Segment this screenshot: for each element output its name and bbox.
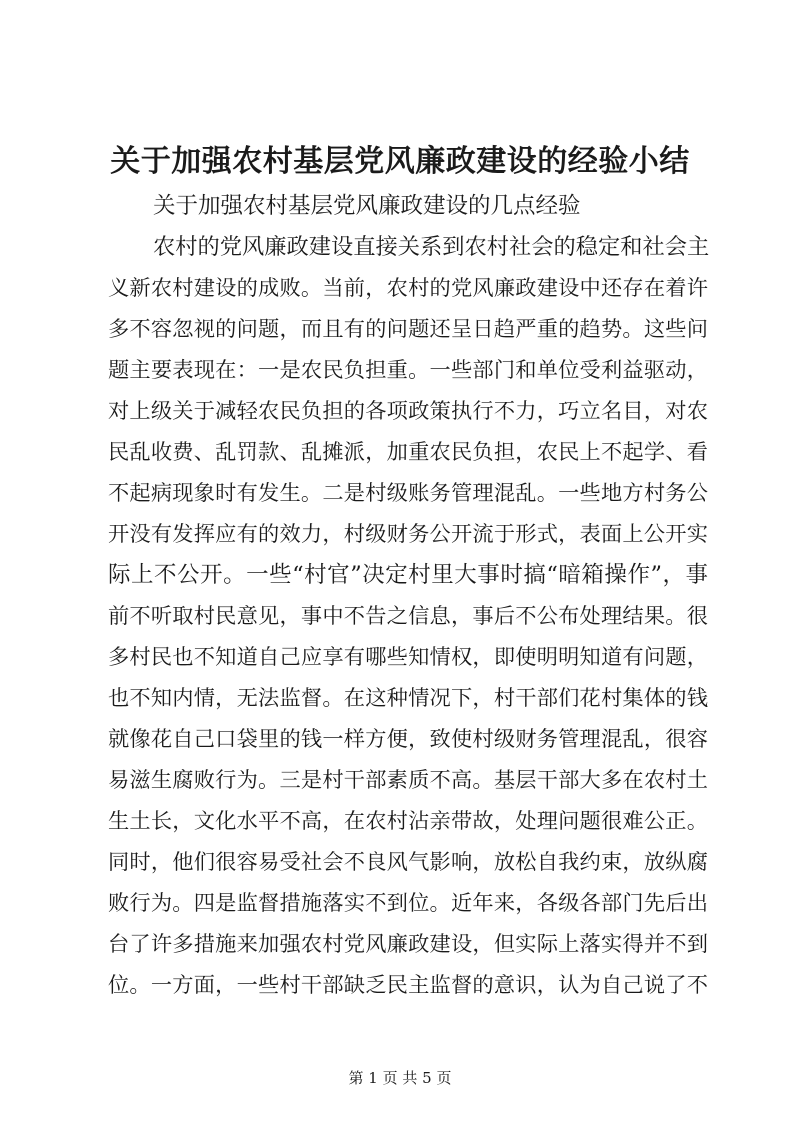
paragraph-line: 题主要表现在：一是农民负担重。一些部门和单位受利益驱动， (108, 358, 708, 383)
paragraph-line: 对上级关于减轻农民负担的各项政策执行不力，巧立名目，对农 (108, 399, 708, 424)
paragraph-line: 多不容忽视的问题，而且有的问题还呈日趋严重的趋势。这些问 (108, 317, 708, 342)
paragraph-line: 也不知内情，无法监督。在这种情况下，村干部们花村集体的钱 (108, 686, 708, 711)
paragraph-line: 位。一方面，一些村干部缺乏民主监督的意识，认为自己说了不 (108, 973, 708, 998)
paragraph-line: 农村的党风廉政建设直接关系到农村社会的稳定和社会主 (153, 234, 710, 260)
page-footer: 第 1 页 共 5 页 (348, 1069, 452, 1087)
paragraph-line: 易滋生腐败行为。三是村干部素质不高。基层干部大多在农村土 (108, 768, 708, 793)
document-title: 关于加强农村基层党风廉政建设的经验小结 (110, 144, 690, 179)
paragraph-line: 义新农村建设的成败。当前，农村的党风廉政建设中还存在着许 (108, 276, 708, 301)
subtitle-line: 关于加强农村基层党风廉政建设的几点经验 (153, 193, 581, 219)
paragraph-line: 际上不公开。一些“村官”决定村里大事时搞“暗箱操作”，事 (108, 562, 708, 588)
paragraph-line: 多村民也不知道自己应享有哪些知情权，即使明明知道有问题， (108, 645, 708, 670)
paragraph-line: 不起病现象时有发生。二是村级账务管理混乱。一些地方村务公 (108, 481, 708, 506)
document-body (108, 186, 708, 1006)
paragraph-line: 就像花自己口袋里的钱一样方便，致使村级财务管理混乱，很容 (108, 727, 708, 752)
paragraph-line: 同时，他们很容易受社会不良风气影响，放松自我约束，放纵腐 (108, 850, 708, 875)
paragraph-line: 前不听取村民意见，事中不告之信息，事后不公布处理结果。很 (108, 604, 708, 629)
paragraph-line: 台了许多措施来加强农村党风廉政建设，但实际上落实得并不到 (108, 932, 708, 957)
paragraph-line: 民乱收费、乱罚款、乱摊派，加重农民负担，农民上不起学、看 (108, 440, 708, 465)
paragraph-line: 败行为。四是监督措施落实不到位。近年来，各级各部门先后出 (108, 891, 708, 916)
paragraph-line: 生土长，文化水平不高，在农村沾亲带故，处理问题很难公正。 (108, 809, 708, 834)
paragraph-line: 开没有发挥应有的效力，村级财务公开流于形式，表面上公开实 (108, 522, 708, 547)
